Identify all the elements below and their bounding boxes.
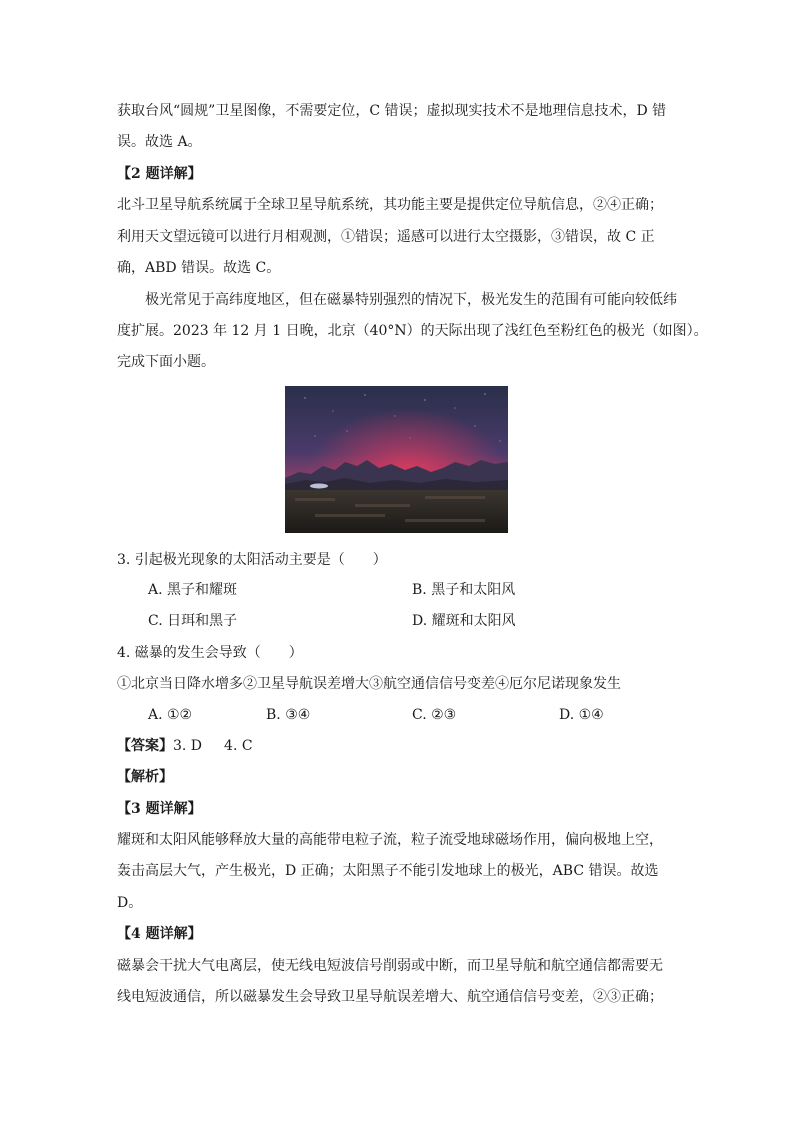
text-line: 北斗卫星导航系统属于全球卫星导航系统，其功能主要是提供定位导航信息，②④正确； [117,197,663,213]
q2-detail-heading: 【2 题详解】 [117,166,202,182]
text-line: D。 [117,895,143,911]
text-line: 轰击高层大气，产生极光，D 正确；太阳黑子不能引发地球上的极光，ABC 错误。故选 [117,863,659,879]
q3-option-b: B. 黑子和太阳风 [412,582,516,598]
answer-3: 3. D [173,738,203,754]
intro-line: 极光常见于高纬度地区，但在磁暴特别强烈的情况下，极光发生的范围有可能向较低纬 [145,292,677,308]
q3-option-a: A. 黑子和耀斑 [148,582,238,598]
q4-option-d: D. ①④ [559,707,604,723]
q4-statements: ①北京当日降水增多②卫星导航误差增大③航空通信信号变差④厄尔尼诺现象发生 [117,676,621,692]
q4-option-b: B. ③④ [266,707,311,723]
answer-label: 【答案】 [117,738,173,754]
aurora-photo [285,386,508,533]
intro-line: 完成下面小题。 [117,354,215,370]
q3-option-c: C. 日珥和黑子 [148,613,238,629]
text-line: 磁暴会干扰大气电离层，使无线电短波信号削弱或中断，而卫星导航和航空通信都需要无 [117,958,663,974]
analysis-label: 【解析】 [117,769,173,785]
q3-option-d: D. 耀斑和太阳风 [412,613,516,629]
q3-stem: 3. 引起极光现象的太阳活动主要是（ ） [117,552,387,568]
answer-line [117,736,253,756]
intro-line: 度扩展。2023 年 12 月 1 日晚，北京（40°N）的天际出现了浅红色至粉红色的极光（如图）。 [117,323,708,339]
text-line: 确，ABD 错误。故选 C。 [117,260,281,276]
q4-option-a: A. ①② [148,707,193,723]
q4-detail-heading: 【4 题详解】 [117,926,202,942]
answer-4: 4. C [224,738,253,754]
text-line: 线电短波通信，所以磁暴发生会导致卫星导航误差增大、航空通信信号变差，②③正确； [117,989,663,1005]
text-line: 利用天文望远镜可以进行月相观测，①错误；遥感可以进行太空摄影，③错误，故 C 正 [117,229,655,245]
text-line: 误。故选 A。 [117,134,202,150]
text-line: 获取台风“圆规”卫星图像，不需要定位，C 错误；虚拟现实技术不是地理信息技术，D 错 [117,103,667,119]
q3-detail-heading: 【3 题详解】 [117,801,202,817]
q4-stem: 4. 磁暴的发生会导致（ ） [117,645,303,661]
text-line: 耀斑和太阳风能够释放大量的高能带电粒子流，粒子流受地球磁场作用，偏向极地上空， [117,832,663,848]
q4-option-c: C. ②③ [412,707,457,723]
